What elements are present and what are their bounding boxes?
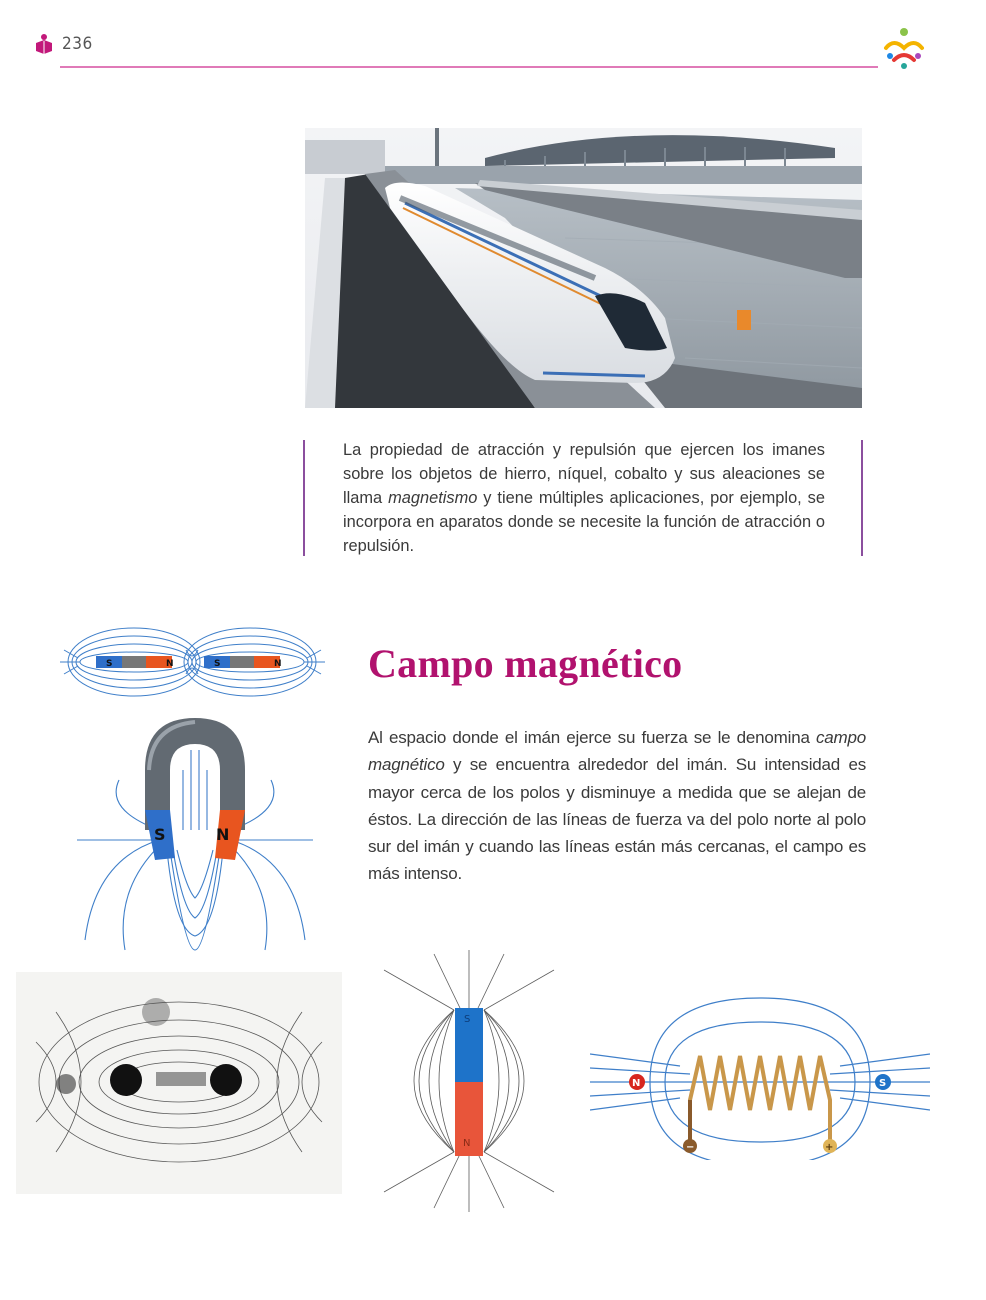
solenoid-negative-terminal: − (686, 1142, 695, 1153)
bar-magnet-filings-figure (374, 950, 564, 1212)
photo-caption-box (303, 440, 863, 556)
bar-filings-pole-s: S (464, 1014, 471, 1025)
book-emblem-icon (34, 33, 54, 55)
solenoid-field-figure (590, 990, 930, 1160)
caption-left-bar (303, 440, 305, 556)
solenoid-pole-s: S (879, 1078, 887, 1089)
caption-text-start: La propiedad de atracción y repulsión que ejercen los imanes sobre los objetos de hierro, níquel, cobalto y sus aleaciones se llama (343, 441, 825, 507)
iron-filings-photo (16, 972, 342, 1194)
section-body-text (368, 724, 866, 888)
body-text-end: y se encuentra alrededor del imán. Su intensidad es mayor cerca de los polos y disminuye a medida que se alejan de éstos. La dirección de las líneas de fuerza va del polo norte al polo sur del imán y cuando las líneas están más cercanas, el campo es más intenso. (368, 755, 866, 884)
photo-caption (343, 438, 825, 558)
horseshoe-magnet-figure (75, 710, 315, 958)
caption-right-bar (861, 440, 863, 556)
horseshoe-pole-n: N (216, 825, 230, 844)
bar-magnet-2-pole-n: N (274, 659, 282, 669)
maglev-train-photo (305, 128, 862, 408)
header-rule (60, 66, 878, 68)
body-text-start: Al espacio donde el imán ejerce su fuerza se le denomina (368, 728, 816, 747)
bar-magnet-1-pole-s: S (106, 659, 113, 669)
caption-text-end: y tiene múltiples aplicaciones, por ejemplo, se incorpora en aparatos donde se necesite la función de atracción o repulsión. (343, 489, 825, 555)
two-bar-magnets-figure (60, 620, 325, 705)
solenoid-positive-terminal: + (825, 1142, 834, 1153)
caption-emphasis: magnetismo (388, 489, 478, 507)
colorful-figure-logo-icon (880, 26, 928, 70)
bar-magnet-1-pole-n: N (166, 659, 174, 669)
page-number: 236 (62, 34, 93, 54)
solenoid-pole-n: N (632, 1078, 641, 1089)
bar-filings-pole-n: N (463, 1138, 471, 1149)
horseshoe-pole-s: S (154, 825, 166, 844)
section-title: Campo magnético (368, 641, 683, 686)
bar-magnet-2-pole-s: S (214, 659, 221, 669)
body-emphasis: campo magnético (368, 728, 866, 775)
